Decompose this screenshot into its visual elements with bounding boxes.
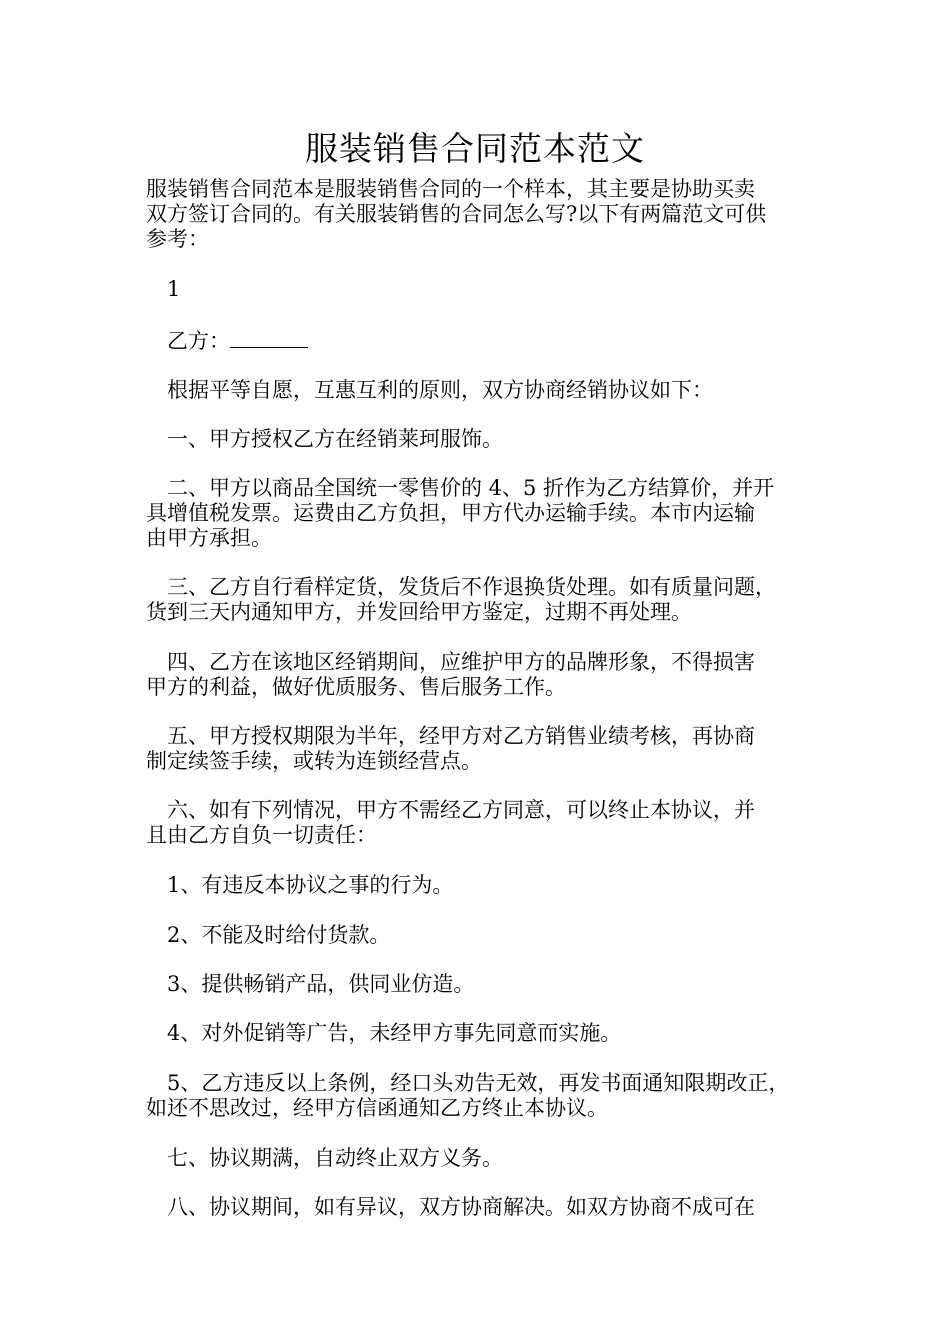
- clause-4-line-1: 四、乙方在该地区经销期间，应维护甲方的品牌形象，不得损害: [167, 650, 755, 674]
- party-b-blank: [230, 328, 308, 348]
- clause-2-line-1: 二、甲方以商品全国统一零售价的 4、5 折作为乙方结算价，并开: [167, 476, 775, 500]
- sub-item-5-line-1: 5、乙方违反以上条例，经口头劝告无效，再发书面通知限期改正，: [167, 1071, 790, 1095]
- party-b-label: 乙方：: [167, 329, 230, 353]
- clause-4-line-2: 甲方的利益，做好优质服务、售后服务工作。: [146, 675, 566, 699]
- sub-item-3: 3、提供畅销产品，供同业仿造。: [167, 972, 475, 996]
- clause-7: 七、协议期满，自动终止双方义务。: [167, 1146, 503, 1170]
- clause-3-line-1: 三、乙方自行看样定货，发货后不作退换货处理。如有质量问题，: [167, 575, 776, 599]
- sub-item-4: 4、对外促销等广告，未经甲方事先同意而实施。: [167, 1021, 622, 1045]
- intro-line-2: 双方签订合同的。有关服装销售的合同怎么写?以下有两篇范文可供: [146, 202, 767, 226]
- party-b-line: [167, 328, 847, 354]
- principle-line: 根据平等自愿，互惠互利的原则，双方协商经销协议如下：: [167, 378, 713, 402]
- clause-6-line-1: 六、如有下列情况，甲方不需经乙方同意，可以终止本协议，并: [167, 798, 755, 822]
- section-number: 1: [167, 277, 181, 301]
- clause-2-line-3: 由甲方承担。: [146, 526, 272, 550]
- clause-1: 一、甲方授权乙方在经销莱珂服饰。: [167, 427, 503, 451]
- sub-item-2: 2、不能及时给付货款。: [167, 923, 391, 947]
- clause-5-line-1: 五、甲方授权期限为半年，经甲方对乙方销售业绩考核，再协商: [167, 724, 755, 748]
- document-title: 服装销售合同范本范文: [305, 129, 645, 168]
- sub-item-5-line-2: 如还不思改过，经甲方信函通知乙方终止本协议。: [146, 1096, 608, 1120]
- intro-line-1: 服装销售合同范本是服装销售合同的一个样本，其主要是协助买卖: [146, 177, 755, 201]
- clause-3-line-2: 货到三天内通知甲方，并发回给甲方鉴定，过期不再处理。: [146, 600, 692, 624]
- sub-item-1: 1、有违反本协议之事的行为。: [167, 873, 454, 897]
- clause-2-line-2: 具增值税发票。运费由乙方负担，甲方代办运输手续。本市内运输: [146, 501, 755, 525]
- intro-line-3: 参考：: [146, 227, 209, 251]
- clause-5-line-2: 制定续签手续，或转为连锁经营点。: [146, 749, 482, 773]
- clause-6-line-2: 且由乙方自负一切责任：: [146, 823, 377, 847]
- clause-8-line-1: 八、协议期间，如有异议，双方协商解决。如双方协商不成可在: [167, 1195, 755, 1219]
